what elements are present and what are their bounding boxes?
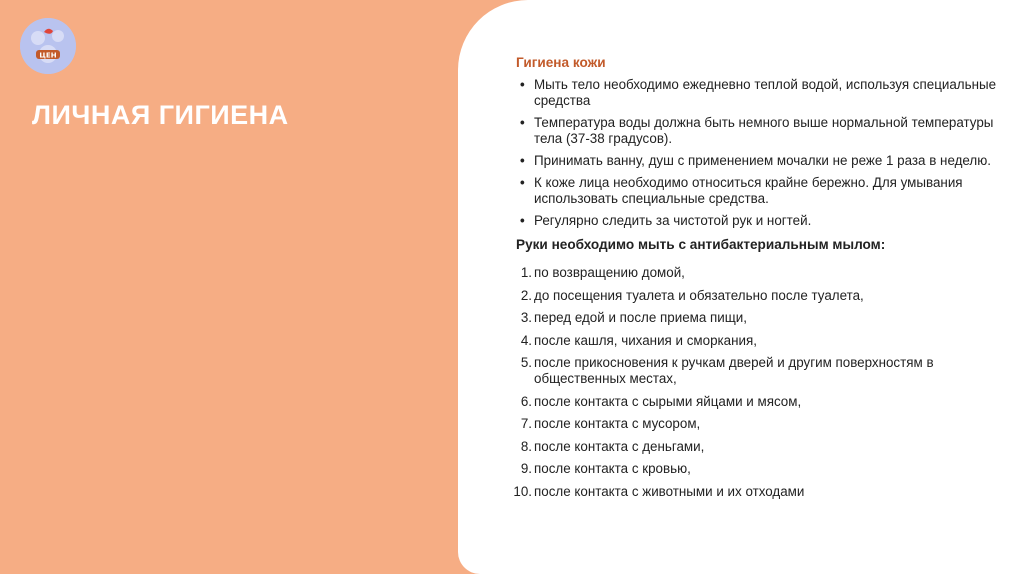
list-item: [516, 310, 1006, 326]
list-item: [516, 461, 1006, 477]
list-item-text: Принимать ванну, душ с применением мочалки не реже 1 раза в неделю.: [534, 153, 991, 168]
list-item: [516, 213, 1006, 229]
list-item-number: 8.: [520, 438, 532, 454]
bullet-icon: •: [520, 115, 525, 130]
list-item: [516, 355, 1006, 387]
list-item-text: после прикосновения к ручкам дверей и другим поверхностям в общественных местах,: [534, 355, 934, 386]
skin-heading: Гигиена кожи: [516, 55, 606, 70]
list-item-text: перед едой и после приема пищи,: [534, 310, 747, 325]
list-item-text: после кашля, чихания и сморкания,: [534, 332, 757, 348]
list-item: [516, 175, 1006, 207]
list-item-text: по возвращению домой,: [534, 265, 685, 280]
organization-logo-icon: [20, 18, 76, 74]
list-item: [516, 288, 1006, 304]
bullet-icon: •: [520, 153, 525, 168]
list-item: [513, 483, 1006, 500]
list-item-number: 5.: [520, 355, 532, 370]
list-item: [516, 333, 1006, 349]
list-item: [516, 265, 1006, 281]
list-item-text: после контакта с деньгами,: [534, 438, 705, 454]
list-item: [516, 115, 1006, 147]
list-item: [516, 77, 1006, 109]
list-item-number: 3.: [520, 310, 532, 325]
bullet-icon: •: [520, 213, 525, 228]
list-item-number: 9.: [520, 461, 532, 476]
list-item: [516, 439, 1006, 455]
list-item-text: Температура воды должна быть немного выше нормальной температуры тела (37-38 градусов).: [534, 115, 994, 146]
list-item-text: после контакта с мусором,: [534, 416, 701, 431]
list-item-number: 1.: [520, 265, 532, 280]
list-item-text: после контакта с сырыми яйцами и мясом,: [534, 393, 802, 409]
slide-title: ЛИЧНАЯ ГИГИЕНА: [32, 100, 289, 130]
list-item-text: Мыть тело необходимо ежедневно теплой водой, используя специальные средства: [534, 77, 997, 108]
list-item: [516, 394, 1006, 410]
bullet-icon: •: [520, 77, 525, 92]
hands-list: [513, 265, 1006, 500]
content-area: [513, 55, 1006, 506]
list-item-text: К коже лица необходимо относиться крайне бережно. Для умывания использовать специальные средства.: [534, 175, 963, 206]
list-item-text: до посещения туалета и обязательно после туалета,: [534, 287, 864, 303]
list-item-number: 4.: [520, 332, 532, 348]
skin-list: [516, 77, 1006, 229]
list-item-text: после контакта с животными и их отходами: [534, 483, 805, 499]
list-item-number: 6.: [520, 393, 532, 409]
bullet-icon: •: [520, 175, 525, 190]
list-item: [516, 153, 1006, 169]
list-item-text: Регулярно следить за чистотой рук и ногтей.: [534, 213, 812, 228]
list-item: [516, 416, 1006, 432]
list-item-number: 7.: [520, 416, 532, 431]
list-item-number: 2.: [520, 287, 532, 303]
list-item-number: 10.: [513, 483, 532, 499]
svg-text:ЦЕН: ЦЕН: [39, 51, 57, 60]
list-item-text: после контакта с кровью,: [534, 461, 691, 476]
hands-heading: Руки необходимо мыть с антибактериальным мылом:: [516, 237, 886, 252]
